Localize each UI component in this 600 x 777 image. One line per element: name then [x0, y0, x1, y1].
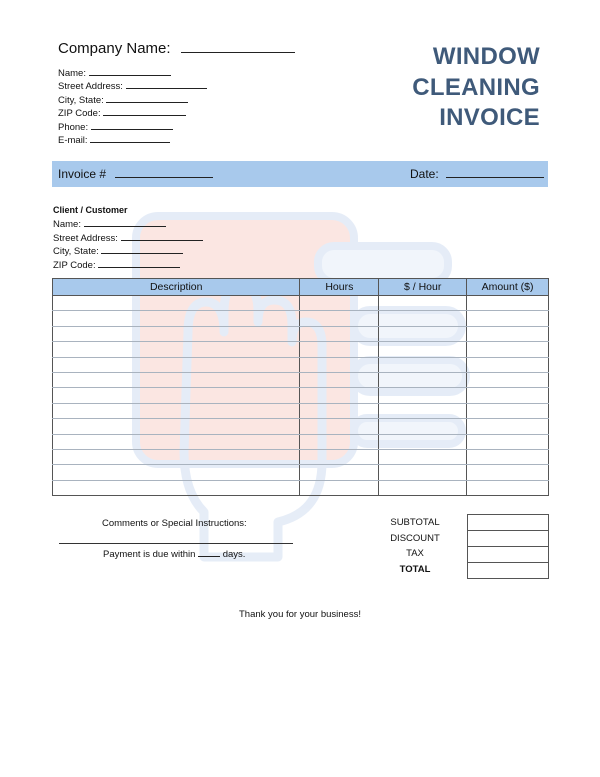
date-blank — [446, 177, 544, 178]
description-cell[interactable] — [53, 296, 300, 311]
discount-field[interactable] — [467, 531, 549, 547]
table-row — [53, 326, 549, 341]
table-row — [53, 465, 549, 480]
client-field-name: Name: — [53, 218, 203, 232]
rate-cell[interactable] — [379, 388, 467, 403]
amount-cell[interactable] — [467, 372, 549, 387]
hours-cell[interactable] — [300, 403, 379, 418]
table-row — [53, 357, 549, 372]
hours-cell[interactable] — [300, 449, 379, 464]
description-cell[interactable] — [53, 449, 300, 464]
title-line-2: CLEANING — [412, 73, 540, 101]
totals-labels — [380, 515, 450, 577]
company-field-phone: Phone: — [58, 121, 207, 134]
comments-label: Comments or Special Instructions: — [102, 518, 247, 529]
rate-cell[interactable] — [379, 296, 467, 311]
hours-cell[interactable] — [300, 480, 379, 495]
discount-label: DISCOUNT — [390, 532, 440, 544]
rate-cell[interactable] — [379, 342, 467, 357]
rate-cell[interactable] — [379, 326, 467, 341]
rate-cell[interactable] — [379, 449, 467, 464]
comments-line[interactable] — [59, 543, 293, 544]
table-row — [53, 449, 549, 464]
rate-cell[interactable] — [379, 311, 467, 326]
company-field-email: E-mail: — [58, 134, 207, 147]
items-table-body — [53, 296, 549, 496]
amount-cell[interactable] — [467, 449, 549, 464]
items-table-header — [53, 279, 549, 296]
description-cell[interactable] — [53, 311, 300, 326]
amount-cell[interactable] — [467, 296, 549, 311]
description-cell[interactable] — [53, 465, 300, 480]
amount-cell[interactable] — [467, 357, 549, 372]
company-field-name: Name: — [58, 67, 207, 80]
amount-cell[interactable] — [467, 388, 549, 403]
date-row — [410, 167, 544, 181]
col-rate: $ / Hour — [379, 279, 467, 296]
subtotal-label: SUBTOTAL — [390, 517, 440, 528]
subtotal-field[interactable] — [467, 514, 549, 531]
amount-cell[interactable] — [467, 311, 549, 326]
thank-you-note: Thank you for your business! — [239, 609, 361, 620]
amount-cell[interactable] — [467, 480, 549, 495]
amount-cell[interactable] — [467, 342, 549, 357]
rate-cell[interactable] — [379, 357, 467, 372]
amount-cell[interactable] — [467, 434, 549, 449]
invoice-number-label: Invoice # — [58, 167, 107, 181]
rate-cell[interactable] — [379, 372, 467, 387]
col-description: Description — [53, 279, 300, 296]
amount-cell[interactable] — [467, 419, 549, 434]
description-cell[interactable] — [53, 372, 300, 387]
totals-boxes — [467, 514, 549, 579]
title-line-3: INVOICE — [439, 104, 540, 131]
company-name-blank — [181, 52, 295, 53]
table-row — [53, 419, 549, 434]
description-cell[interactable] — [53, 342, 300, 357]
payment-terms: Payment is due within days. — [103, 549, 246, 560]
rate-cell[interactable] — [379, 403, 467, 418]
hours-cell[interactable] — [300, 465, 379, 480]
amount-cell[interactable] — [467, 403, 549, 418]
table-row — [53, 311, 549, 326]
description-cell[interactable] — [53, 434, 300, 449]
invoice-number-blank — [115, 177, 213, 178]
client-info — [53, 218, 203, 272]
total-field[interactable] — [467, 563, 549, 579]
company-name-label: Company Name: — [58, 40, 171, 57]
tax-field[interactable] — [467, 547, 549, 563]
total-label: TOTAL — [399, 563, 431, 575]
table-row — [53, 342, 549, 357]
table-row — [53, 434, 549, 449]
hours-cell[interactable] — [300, 419, 379, 434]
client-field-zip: ZIP Code: — [53, 259, 203, 273]
hours-cell[interactable] — [300, 357, 379, 372]
tax-label: TAX — [406, 548, 424, 560]
description-cell[interactable] — [53, 403, 300, 418]
table-row — [53, 480, 549, 495]
date-label: Date: — [410, 167, 439, 181]
rate-cell[interactable] — [379, 465, 467, 480]
description-cell[interactable] — [53, 419, 300, 434]
amount-cell[interactable] — [467, 465, 549, 480]
client-field-city: City, State: — [53, 245, 203, 259]
hours-cell[interactable] — [300, 311, 379, 326]
title-line-1: WINDOW — [432, 43, 540, 70]
col-hours: Hours — [300, 279, 379, 296]
document-title — [412, 42, 540, 134]
hours-cell[interactable] — [300, 342, 379, 357]
hours-cell[interactable] — [300, 434, 379, 449]
company-name-row — [58, 40, 295, 57]
description-cell[interactable] — [53, 326, 300, 341]
items-table — [52, 278, 549, 496]
hours-cell[interactable] — [300, 388, 379, 403]
description-cell[interactable] — [53, 480, 300, 495]
client-field-street: Street Address: — [53, 232, 203, 246]
company-info — [58, 67, 207, 147]
company-field-city: City, State: — [58, 94, 207, 107]
col-amount: Amount ($) — [467, 279, 549, 296]
rate-cell[interactable] — [379, 434, 467, 449]
amount-cell[interactable] — [467, 326, 549, 341]
client-heading: Client / Customer — [53, 205, 128, 215]
hours-cell[interactable] — [300, 372, 379, 387]
description-cell[interactable] — [53, 388, 300, 403]
table-row — [53, 372, 549, 387]
table-row — [53, 388, 549, 403]
description-cell[interactable] — [53, 357, 300, 372]
invoice-number-row — [58, 167, 213, 181]
hours-cell[interactable] — [300, 326, 379, 341]
table-row — [53, 296, 549, 311]
rate-cell[interactable] — [379, 480, 467, 495]
company-field-street: Street Address: — [58, 80, 207, 93]
company-field-zip: ZIP Code: — [58, 107, 207, 120]
hours-cell[interactable] — [300, 296, 379, 311]
rate-cell[interactable] — [379, 419, 467, 434]
table-row — [53, 403, 549, 418]
